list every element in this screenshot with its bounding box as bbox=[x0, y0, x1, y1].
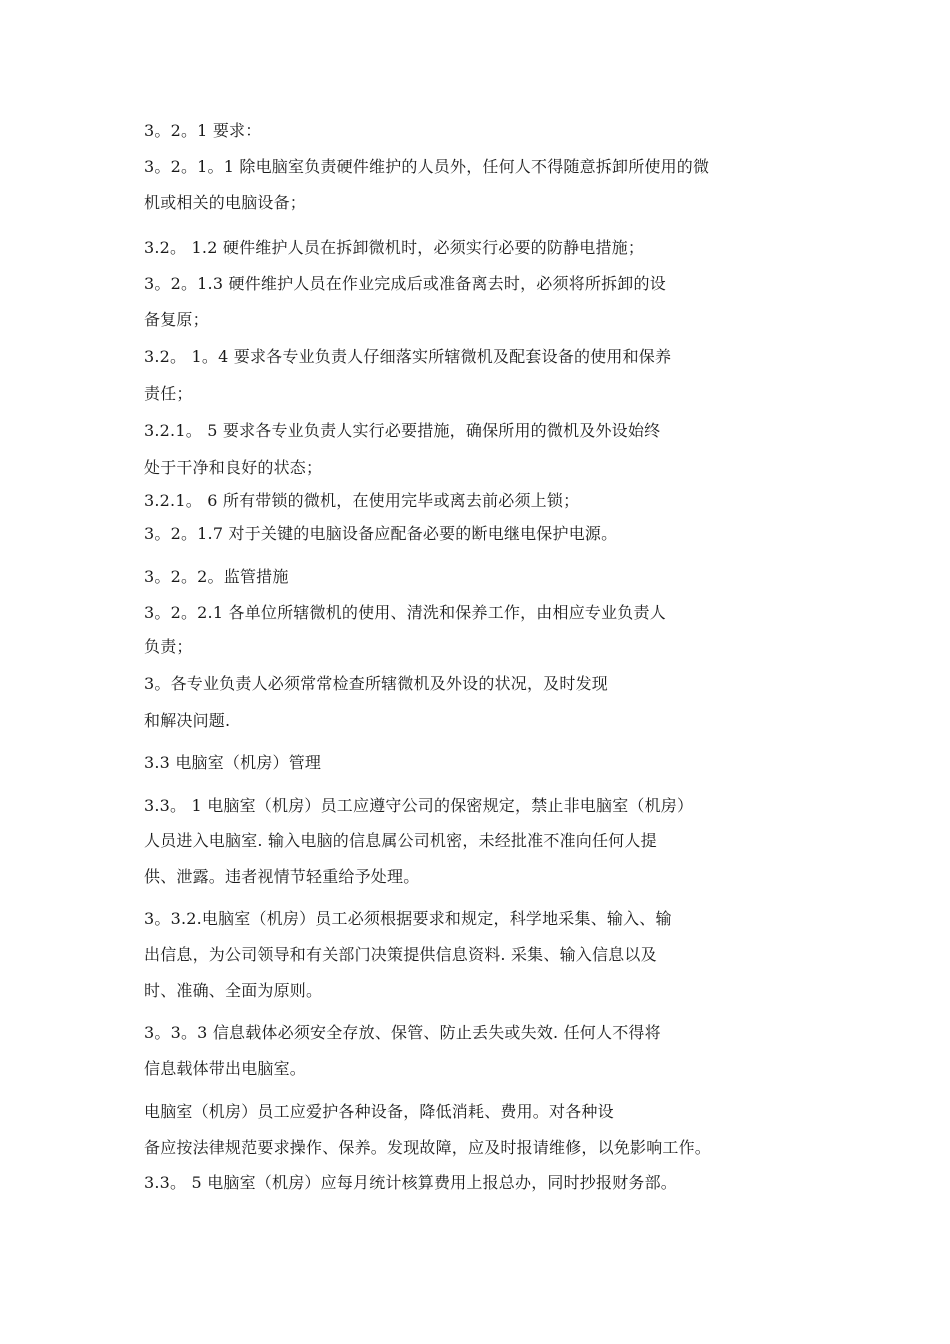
text-line: 3。2。1.3 硬件维护人员在作业完成后或准备离去时，必须将所拆卸的设 bbox=[144, 274, 666, 293]
text-line: 出信息，为公司领导和有关部门决策提供信息资料. 采集、输入信息以及 bbox=[144, 945, 657, 964]
section-heading: 3.3 电脑室（机房）管理 bbox=[144, 753, 322, 772]
text-line: 责任； bbox=[144, 384, 193, 403]
text-line: 3。2。1。1 除电脑室负责硬件维护的人员外，任何人不得随意拆卸所使用的微 bbox=[144, 157, 710, 176]
text-line: 处于干净和良好的状态； bbox=[144, 458, 323, 477]
text-line: 3。各专业负责人必须常常检查所辖微机及外设的状况，及时发现 bbox=[144, 674, 608, 693]
text-line: 备复原； bbox=[144, 310, 209, 329]
text-line: 备应按法律规范要求操作、保养。发现故障，应及时报请维修，以免影响工作。 bbox=[144, 1138, 712, 1157]
text-line: 3。2。1.7 对于关键的电脑设备应配备必要的断电继电保护电源。 bbox=[144, 524, 618, 543]
text-line: 3。2。2.1 各单位所辖微机的使用、清洗和保养工作，由相应专业负责人 bbox=[144, 603, 666, 622]
text-line: 人员进入电脑室. 输入电脑的信息属公司机密，未经批准不准向任何人提 bbox=[144, 831, 657, 850]
text-line: 3.2.1。 5 要求各专业负责人实行必要措施，确保所用的微机及外设始终 bbox=[144, 421, 661, 440]
text-line: 3.2.1。 6 所有带锁的微机，在使用完毕或离去前必须上锁； bbox=[144, 491, 580, 510]
text-line: 3。2。1 要求： bbox=[144, 121, 262, 140]
text-line: 3。3。3 信息载体必须安全存放、保管、防止丢失或失效. 任何人不得将 bbox=[144, 1023, 661, 1042]
text-line: 机或相关的电脑设备； bbox=[144, 193, 307, 212]
text-line: 3.2。 1.2 硬件维护人员在拆卸微机时，必须实行必要的防静电措施； bbox=[144, 238, 645, 257]
text-line: 电脑室（机房）员工应爱护各种设备，降低消耗、费用。对各种设 bbox=[144, 1102, 614, 1121]
text-line: 时、准确、全面为原则。 bbox=[144, 981, 323, 1000]
text-line: 3。2。2。监管措施 bbox=[144, 567, 289, 586]
text-line: 供、泄露。违者视情节轻重给予处理。 bbox=[144, 867, 420, 886]
text-line: 和解决问题. bbox=[144, 711, 231, 730]
text-line: 3.2。 1。4 要求各专业负责人仔细落实所辖微机及配套设备的使用和保养 bbox=[144, 347, 672, 366]
text-line: 信息载体带出电脑室。 bbox=[144, 1059, 307, 1078]
text-line: 3.3。 1 电脑室（机房）员工应遵守公司的保密规定，禁止非电脑室（机房） bbox=[144, 796, 694, 815]
text-line: 3。3.2.电脑室（机房）员工必须根据要求和规定，科学地采集、输入、输 bbox=[144, 909, 672, 928]
text-line: 负责； bbox=[144, 637, 193, 656]
text-line: 3.3。 5 电脑室（机房）应每月统计核算费用上报总办，同时抄报财务部。 bbox=[144, 1173, 677, 1192]
